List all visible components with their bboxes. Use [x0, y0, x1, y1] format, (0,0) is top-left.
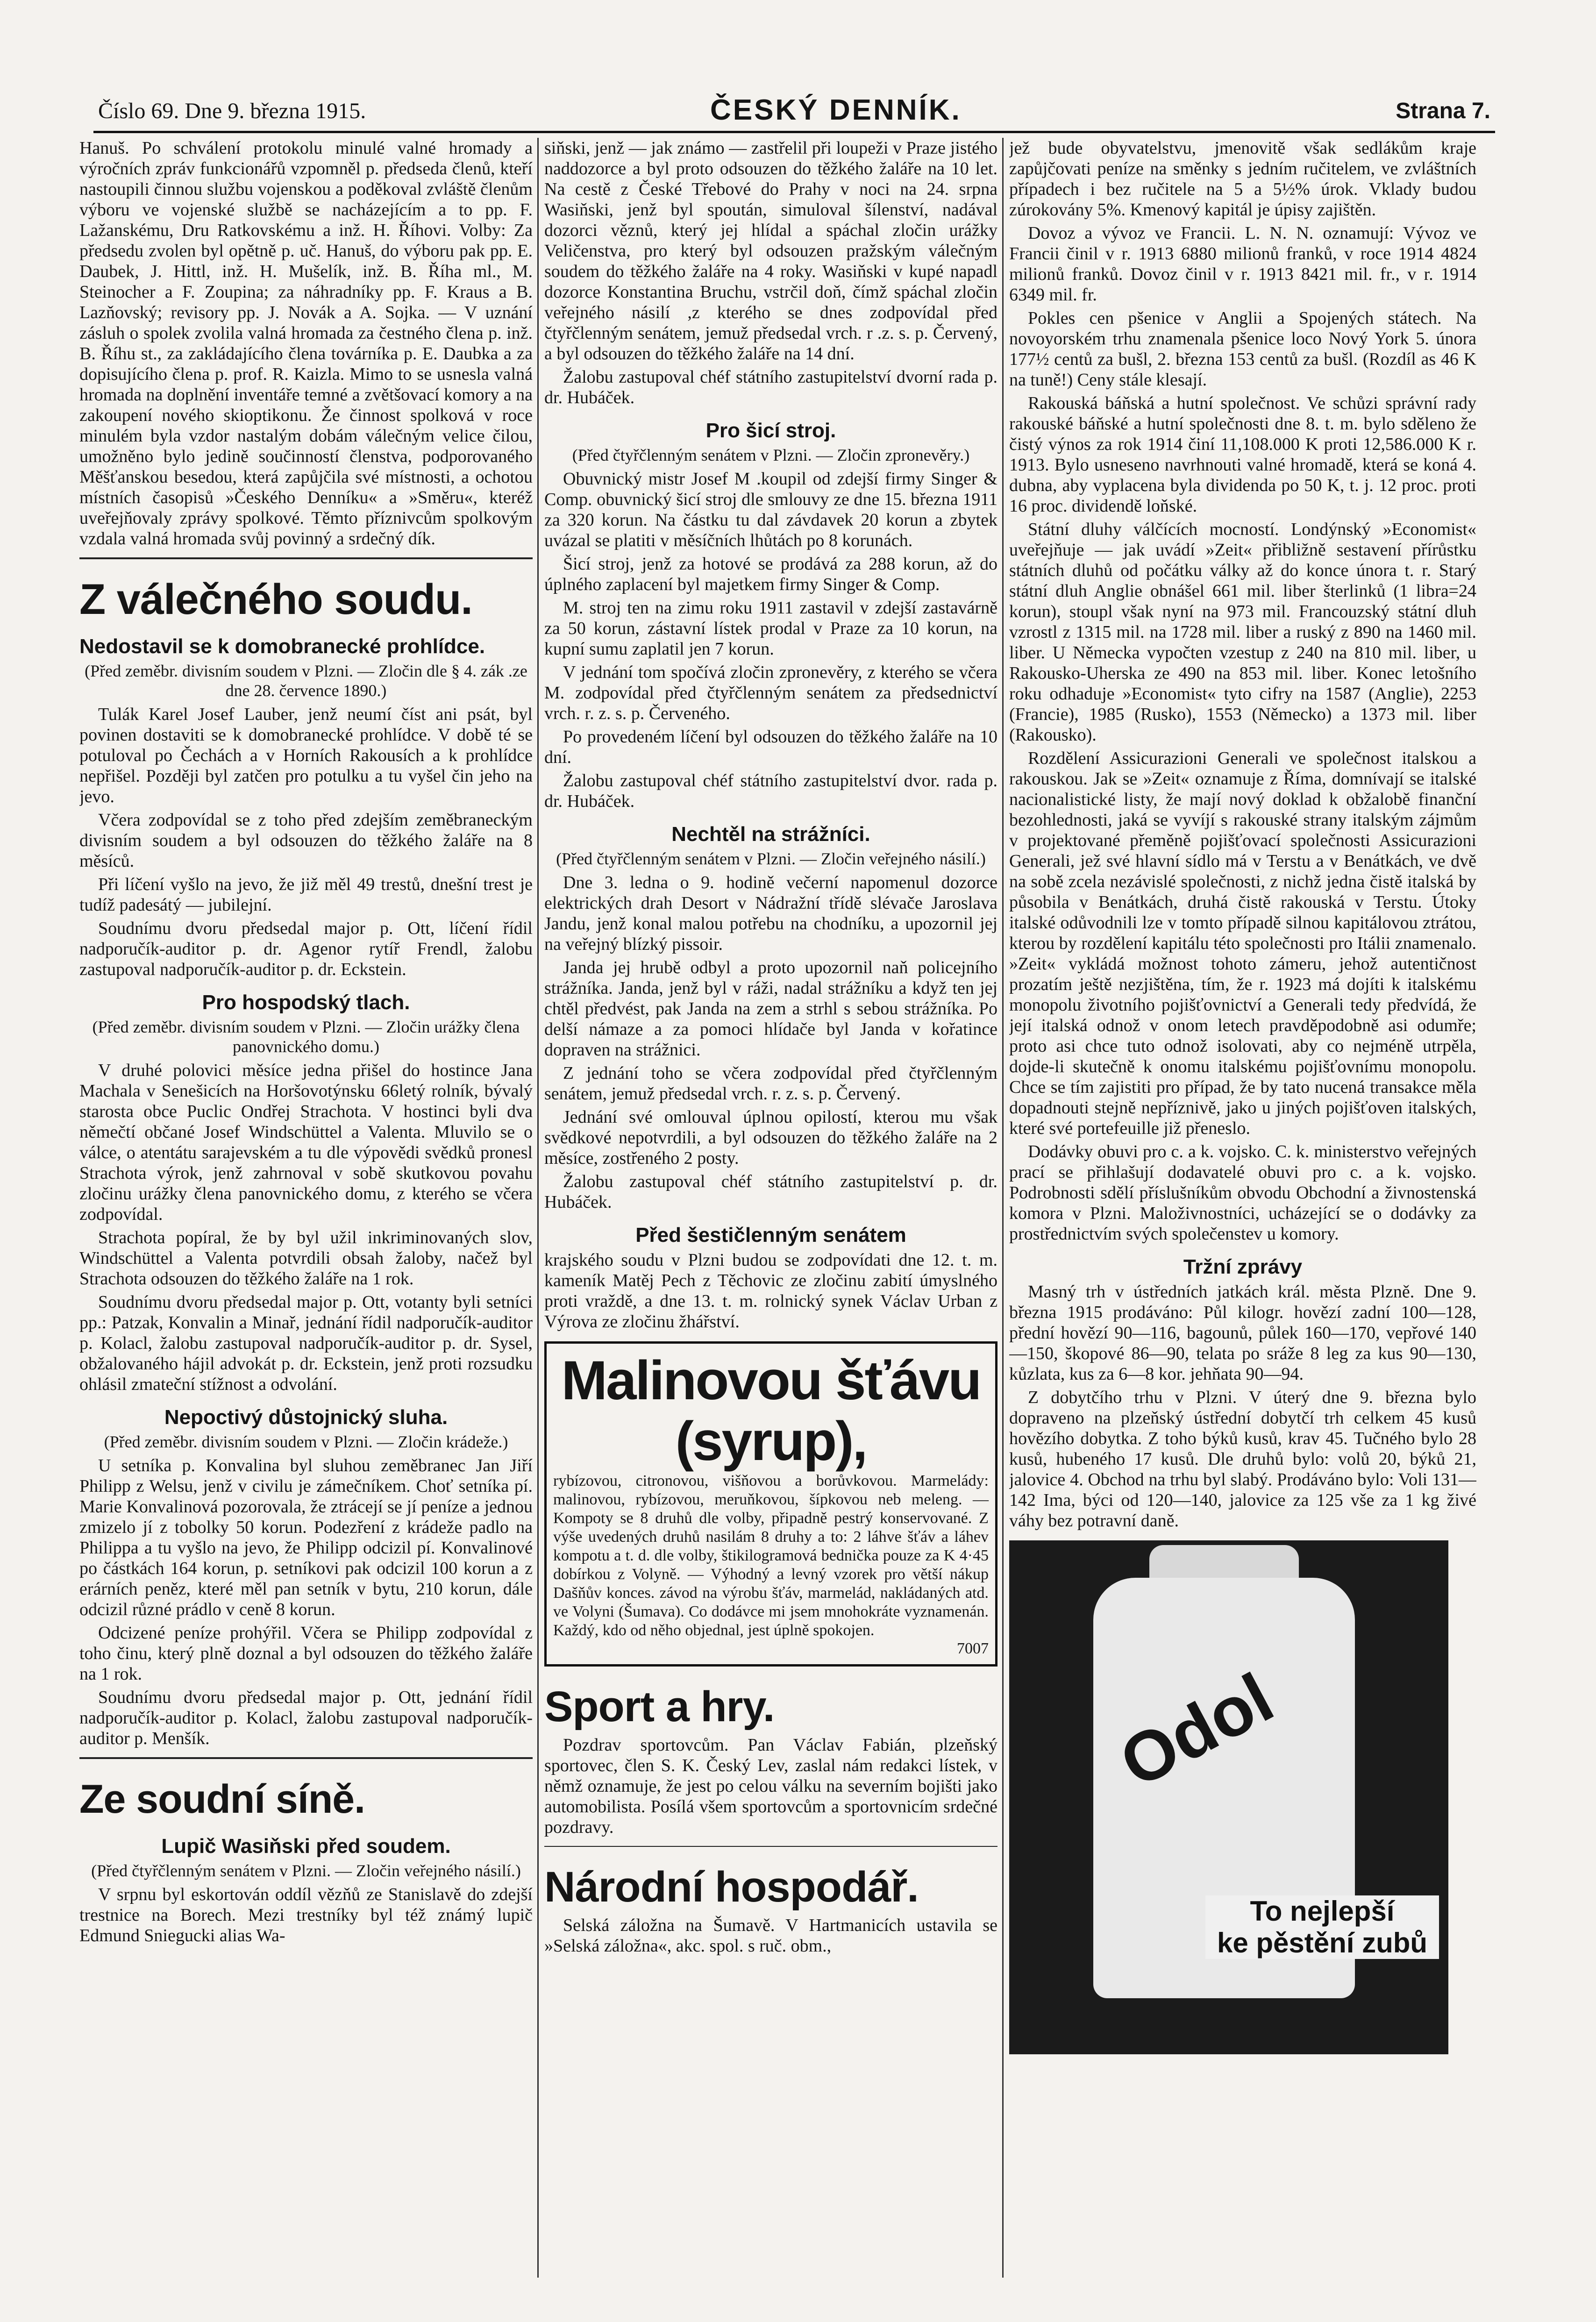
- paragraph: Soudnímu dvoru předsedal major p. Ott, líčení řídil nadporučík-auditor p. dr. Agenor rytíř Frendl, žalobu zastupoval nadporučík-auditor p. dr. Eckstein.: [79, 919, 533, 979]
- divider: [79, 557, 533, 559]
- article-subtitle: (Před zeměbr. divisním soudem v Plzni. — Zločin krádeže.): [104, 1432, 508, 1451]
- article-subtitle: (Před čtyřčlenným senátem v Plzni. — Zločin zpronevěry.): [572, 446, 970, 464]
- paragraph: Šicí stroj, jenž za hotové se prodává za 288 korun, až do úplného zaplacení byl majetkem firmy Singer & Comp.: [544, 554, 998, 594]
- article-subtitle: (Před zeměbr. divisním soudem v Plzni. — Zločin dle § 4. zák .ze dne 28. července 1890.): [85, 662, 527, 700]
- paragraph: Žalobu zastupoval chéf státního zastupitelství p. dr. Hubáček.: [544, 1172, 998, 1212]
- advertisement-syrup: [544, 1341, 998, 1667]
- article-subtitle: (Před čtyřčlenným senátem v Plzni. — Zločin veřejného násilí.): [91, 1861, 521, 1880]
- section-heading: Sport a hry.: [544, 1683, 775, 1731]
- paragraph: M. stroj ten na zimu roku 1911 zastavil v zdejší zastavárně za 50 korun, zástavní lístek prodal v Praze za 10 korun, na kupní sumu zaplatil jen 7 korun.: [544, 598, 998, 659]
- issue-info: Číslo 69. Dne 9. března 1915.: [98, 99, 366, 123]
- paragraph: Při líčení vyšlo na jevo, že již měl 49 trestů, dnešní trest je tudíž padesátý — jubilejní.: [79, 875, 533, 915]
- paragraph: Hanuš. Po schválení protokolu minulé valné hromady a výročních zpráv funkcionářů vzpomněl p. předseda členů, kteří nastoupili činnou službu vojenskou a poděkoval zvláště členům výboru ve vojenské službě se nacházejícím a to pp. F. Lažanskému, Dru Ratkovskému a inž. H. Říhovi. Volby: Za předsedu zvolen byl opětně p. uč. Hanuš, do výboru pak pp. E. Daubek, J. Hittl, inž. H. Mušelík, inž. B. Říha ml., M. Steinocher a F. Zoupina; za náhradníky pp. F. Kraus a B. Lazňovský; revisory pp. J. Novák a A. Sojka. — V uznání zásluh o spolek zvolila valná hromada za čestného člena p. inž. B. Říhu st., za zakládajícího člena továrníka p. E. Daubka a za dopisujícího člena p. prof. R. Kaizla. Mimo to se usnesla valná hromada na doplnění inventáře temné a zvětšovací komory a na zakoupení nového skioptikonu. Že činnost spolková v roce minulém byla vzdor nastalým dobám válečným velice čilou, umožněno bylo jedině součinností členstva, podporovaného Měšťanskou besedou, která zapůjčila své místnosti, a ochotou místních časopisů »Českého Denníku« a »Směru«, kteréž uveřejňovaly zprávy spolkové. Těmto příznivcům spolkovým vzdala valná hromada svůj povinný a srdečný dík.: [79, 138, 533, 548]
- newspaper-title: ČESKÝ DENNÍK.: [710, 94, 962, 126]
- paragraph: jež bude obyvatelstvu, jmenovitě však sedlákům kraje zapůjčovati peníze na směnky s jedním ručitelem, ve zvláštních případech i bez ručitele na 5 a 5½% úrok. Vklady budou zúrokovány 5%. Kmenový kapitál je úpisy zajištěn.: [1009, 138, 1476, 220]
- page-number: Strana 7.: [1396, 99, 1490, 123]
- paragraph: krajského soudu v Plzni budou se zodpovídati dne 12. t. m. kameník Matěj Pech z Těchovic ze zločinu zabití úmyslného proti vraždě, a dne 13. t. m. rolnický synek Václav Urban z Výrova ze zločinu žhářství.: [544, 1250, 998, 1332]
- column-rule: [537, 138, 539, 2278]
- advertisement-odol: [1009, 1540, 1448, 2054]
- paragraph: Po provedeném líčení byl odsouzen do těžkého žaláře na 10 dní.: [544, 727, 998, 767]
- paragraph: Rakouská báňská a hutní společnost. Ve schůzi správní rady rakouské báňské a hutní společnosti dne 8. t. m. bylo sděleno že čistý výnos za rok 1914 činí 11,108.000 K proti 12,586.000 K r. 1913. Bylo usneseno navrhnouti valné hromadě, která se koná 4. dubna, aby vyplacena byla dividenda po 50 K, t. j. 12 proc. proti 16 proc. dividendě loňské.: [1009, 393, 1476, 516]
- paragraph: Dovoz a vývoz ve Francii. L. N. N. oznamují: Vývoz ve Francii činil v r. 1913 6880 milionů franků, v roce 1914 4824 milionů franků. Dovoz činil v r. 1913 8421 mil. fr., v r. 1914 6349 mil. fr.: [1009, 223, 1476, 305]
- paragraph: Odcizené peníze prohýřil. Včera se Philipp zodpovídal z toho činu, který plně doznal a byl odsouzen do těžkého žaláře na 1 rok.: [79, 1623, 533, 1684]
- paragraph: Z dobytčího trhu v Plzni. V úterý dne 9. března bylo dopraveno na plzeňský ústřední dobytčí trh celkem 45 kusů hovězího dobytka. Z toho býků kusů, krav 45. Tučného bylo 28 kusů, hubeného 17 kusů. Dle druhů bylo: volů 20, býků 21, jalovice 4. Obchod na trhu byl slabý. Prodáváno bylo: Voli 131—142 Ima, býci od 120—140, jalovice za 125 vše za 1 kg živé váhy bez potravní daně.: [1009, 1388, 1476, 1531]
- paragraph: Selská záložna na Šumavě. V Hartmanicích ustavila se »Selská záložna«, akc. spol. s ruč. obm.,: [544, 1916, 998, 1956]
- paragraph: Žalobu zastupoval chéf státního zastupitelství dvorní rada p. dr. Hubáček.: [544, 367, 998, 407]
- paragraph: Státní dluhy válčících mocností. Londýnský »Economist« uveřejňuje — jak uvádí »Zeit« přibližně sestavení přírůstku státních dluhů od počátku války až do konce února t. r. Starý státní dluh Anglie obnášel 661 mil. liber šterlinků (1 libra=24 korun), stoupl však nyní na 973 mil. Francouzský státní dluh vzrostl z 1315 mil. na 1728 mil. liber a ruský z 890 na 1460 mil. liber. U Německa vypočten vzestup z 240 na 810 mil. liber, u Rakousko-Uherska ze 490 na 853 mil. liber. Konec letošního roku odhaduje »Economist« tyto cifry na 1587 (Anglie), 2253 (Francie), 1985 (Rusko), 1553 (Německo) a 1373 mil. liber (Rakousko).: [1009, 520, 1476, 745]
- paragraph: Masný trh v ústředních jatkách král. města Plzně. Dne 9. března 1915 prodáváno: Půl kilogr. hovězí zadní 100—128, přední hovězí 90—116, bagounů, půlek 160—170, vepřové 140—150, škopové 86—90, telata po sráže 8 leg za kus 90—130, kůzlata, kus za 6—8 kor. jehňata 90—94.: [1009, 1282, 1476, 1384]
- article-title: Nepoctivý důstojnický sluha.: [164, 1406, 448, 1429]
- ad-title: Malinovou šťávu (syrup),: [561, 1350, 981, 1472]
- paragraph: Žalobu zastupoval chéf státního zastupitelství dvor. rada p. dr. Hubáček.: [544, 771, 998, 811]
- article-title: Pro šicí stroj.: [705, 419, 836, 442]
- odol-brand: Odol: [1107, 1658, 1285, 1802]
- section-heading: Národní hospodář.: [544, 1863, 919, 1911]
- odol-tagline: [1205, 1895, 1439, 1959]
- article-title: Lupič Wasiňski před soudem.: [161, 1835, 451, 1858]
- divider: [79, 1757, 533, 1759]
- paragraph: Obuvnický mistr Josef M .koupil od zdejší firmy Singer & Comp. obuvnický šicí stroj dle smlouvy ze dne 15. března 1911 za 320 korun. Na částku tu dal závdavek 20 korun a zbytek uvázal se platiti v měsíčních lhůtách po 8 korunách.: [544, 469, 998, 550]
- paragraph: Pokles cen pšenice v Anglii a Spojených státech. Na novoyorském trhu znamenala pšenice loco Nový York 5. února 177½ centů za bušl, 2. března 153 centů za bušl. (Rozdíl as 46 K na tuně!) Ceny stále klesají.: [1009, 308, 1476, 390]
- article-subtitle: (Před čtyřčlenným senátem v Plzni. — Zločin veřejného násilí.): [556, 849, 986, 868]
- column-rule: [1002, 138, 1004, 2278]
- paragraph: Dodávky obuvi pro c. a k. vojsko. C. k. ministerstvo veřejných prací se přihlašují dodavatelé obuvi pro c. a k. vojsko. Podrobnosti sdělí příslušníkům obvodu Obchodní a živnostenská komora v Plzni. Maloživnostníci, ucházející se o dodávky za prostřednictvím svých společenstev u komory.: [1009, 1142, 1476, 1244]
- paragraph: U setníka p. Konvalina byl sluhou zeměbranec Jan Jiří Philipp z Welsu, jenž v civilu je zámečníkem. Choť setníka pí. Marie Konvalinová pozorovala, že ztrácejí se jí peníze a jednou zmizelo jí z tobolky 50 korun. Podezření z krádeže padlo na Philippa a tu vyšlo na jevo, že Philipp odcizil pí. Konvalinové po částkách 164 korun, p. setníkovi pak odcizil 100 korun a z erárních peněz, které měl pan setník v bytu, 210 korun, dále odcizil různé prádlo v ceně 8 korun.: [79, 1456, 533, 1619]
- paragraph: Soudnímu dvoru předsedal major p. Ott, votanty byli setníci pp.: Patzak, Konvalin a Minař, jednání řídil nadporučík-auditor p. Kolacl, žalobu zastupoval nadporučík-auditor p. dr. Sysel, obžalovaného hájil advokát p. dr. Eckstein, jenž proti rozsudku ohlásil zmateční stížnost a odvolání.: [79, 1292, 533, 1394]
- paragraph: Jednání své omlouval úplnou opilostí, kterou mu však svědkové nepotvrdili, a byl odsouzen do těžkého žaláře na 2 měsíce, zostřeného 2 posty.: [544, 1107, 998, 1168]
- paragraph: Tulák Karel Josef Lauber, jenž neumí číst ani psát, byl povinen dostaviti se k domobranecké prohlídce. V době té se potuloval po Čechách a v Horních Rakousích a k prohlídce nepřišel. Později byl zatčen pro potulku a tu vyšel čin jeho na jevo.: [79, 705, 533, 806]
- section-heading: Ze soudní síně.: [79, 1777, 365, 1822]
- paragraph: Rozdělení Assicurazioni Generali ve společnost italskou a rakouskou. Jak se »Zeit« oznamuje z Říma, domnívají se italské nacionalistické listy, že mají nový doklad k obžalobě finanční bezohlednosti, jaká se vyvíjí s rakouské strany italským zájmům v projektované přeměně pojišťovací společnosti Assicurazioni Generali, jež své hlavní sídlo má v Terstu a v Benátkách, ve dvě na sobě zcela nezávislé společnosti, z nichž jedna čistě italská by působila v Benátkách, druhá čistě rakouská v Terstu. Útoky italské odůvodnili lze v tomto případě silnou kapitálovou ztrátou, kterou by rozdělení kapitálu této společnosti pro Itálii znamenalo. »Zeit« vykládá možnost tohoto zámeru, jehož autentičnost prozatím ještě nezjištěna, tím, že r. 1923 má dojíti k italskému monopolu životního pojišťovnictví a Generali tedy předvídá, že její italská odnož v onom letech pravděpodobně asi odumře; proto asi chce tuto odnož isolovati, aby co nejméně utrpěla, dojde-li skutečně k onomu italskému pojišťovnímu monopolu. Chce se tím zajistiti pro případ, že by tato nucená transakce měla dopadnouti stejně nepříznivě, jako u jiných pojišťoven italských, které své portefeuille již přeneslo.: [1009, 748, 1476, 1138]
- paragraph: V druhé polovici měsíce jedna přišel do hostince Jana Machala v Senešicích na Horšovotýnsku 66letý rolník, bývalý starosta obce Puclic Ondřej Strachota. V hostinci byli dva němečtí občané Josef Windschüttel a Valenta. Mluvilo se o válce, o atentátu sarajevském a tu dle výpovědi svědků pronesl Strachota výrok, jenž zahrnoval v sobě skutkovou povahu zločinu urážky člena panovnického domu, z kterého se včera zodpovídal.: [79, 1061, 533, 1224]
- divider: [544, 1846, 998, 1847]
- article-subtitle: (Před zeměbr. divisním soudem v Plzni. — Zločin urážky člena panovnického domu.): [92, 1018, 520, 1056]
- paragraph: Pozdrav sportovcům. Pan Václav Fabián, plzeňský sportovec, člen S. K. Český Lev, zaslal nám redakci lístek, v němž oznamuje, že jest po celou válku na severním bojišti jako automobilista. Posílá všem sportovcům a sportovnicím srdečné pozdravy.: [544, 1735, 998, 1837]
- paragraph: siňski, jenž — jak známo — zastřelil při loupeži v Praze jistého naddozorce a byl proto odsouzen do těžkého žaláře na 10 let. Na cestě z České Třebové do Prahy v noci na 24. srpna Wasiňski, jenž byl spoután, simuloval šílenství, nadával dozorci věznů, který jej hlídal a spáchal zločin urážky Veličenstva, pro který byl odsouzen pražským válečným soudem do těžkého žaláře na 4 roky. Wasiňski v kupé napadl dozorce Konstantina Bruchu, vstrčil doň, čímž spáchal zločin veřejného násilí ,z kterého se dnes zodpovídal před čtyřčlenným senátem, jemuž předsedal vrch. r .z. s. p. Červený, a byl odsouzen do těžkého žaláře na 14 dní.: [544, 138, 998, 363]
- column-2: [544, 138, 998, 2278]
- tagline-line: To nejlepší: [1250, 1895, 1395, 1927]
- paragraph: Soudnímu dvoru předsedal major p. Ott, jednání řídil nadporučík-auditor p. Kolacl, žalobu zastupoval nadporučík-auditor p. Menšík.: [79, 1688, 533, 1748]
- paragraph: Dne 3. ledna o 9. hodině večerní napomenul dozorce elektrických drah Desort v Nádražní třídě slévače Jaroslava Jandu, jenž konal malou potřebu na chodníku, a upozornil jej na veřejný blízký pissoir.: [544, 873, 998, 954]
- ad-number: 7007: [957, 1640, 989, 1657]
- column-1: [79, 138, 533, 2278]
- ad-body: rybízovou, citronovou, višňovou a borůvkovou. Marmelády: malinovou, rybízovou, meruňkovou, šípkovou neb meleng. — Kompoty se 8 druhů dle volby, připadně pestrý konservované. Z výše uvedených druhů nasilám 8 druhy a to: 2 láhve šťáv a láhev kompotu a t. d. dle volby, štikilogramová bednička pouze za K 4·45 dobírkou z Volyně. — Výhodný a levný vzorek pro větší nákup Dašňův konces. závod na výrobu šťáv, marmelád, nakládaných atd. ve Volyni (Šumava). Co dodávce mi jsem mnohokráte vyznamenán. Každý, kdo od něho objednal, jest úplně spokojen.: [553, 1472, 989, 1639]
- paragraph: Včera zodpovídal se z toho před zdejším zeměbraneckým divisním soudem a byl odsouzen do těžkého žaláře na 8 měsíců.: [79, 810, 533, 871]
- article-title: Nechtěl na strážníci.: [671, 823, 870, 846]
- article-title: Před šestičlenným senátem: [635, 1224, 906, 1246]
- paragraph: V jednání tom spočívá zločin zpronevěry, z kterého se včera M. zodpovídal před čtyřčlenným senátem za předsednictví vrch. r. z. s. p. Červeného.: [544, 662, 998, 723]
- article-title: Nedostavil se k domobranecké prohlídce.: [79, 635, 485, 658]
- paragraph: Z jednání toho se včera zodpovídal před čtyřčlenným senátem, jemuž předsedal vrch. r. z. s. p. Červený.: [544, 1063, 998, 1104]
- column-3: [1009, 138, 1476, 2278]
- section-heading: Z válečného soudu.: [79, 576, 472, 623]
- article-title: Tržní zprávy: [1183, 1255, 1303, 1278]
- paragraph: Janda jej hrubě odbyl a proto upozornil naň policejního strážníka. Janda, jenž byl v ráži, nadal strážníku a když ten jej chtěl předvést, pak Janda na zem a strhl s sebou strážníka. Po delší námaze a za pomoci hlídače byl Janda v kořatince dopraven na strážnici.: [544, 958, 998, 1060]
- paragraph: Strachota popíral, že by byl užil inkriminovaných slov, Windschüttel a Valenta potvrdili obsah žaloby, načež byl Strachota odsouzen do těžkého žaláře na 1 rok.: [79, 1228, 533, 1289]
- paragraph: V srpnu byl eskortován oddíl vězňů ze Stanislavě do zdejší trestnice na Borech. Mezi trestníky byl též známý lupič Edmund Sniegucki alias Wa-: [79, 1885, 533, 1945]
- tagline-line: ke pěstění zubů: [1217, 1927, 1428, 1959]
- article-title: Pro hospodský tlach.: [202, 991, 410, 1014]
- masthead: [93, 89, 1495, 133]
